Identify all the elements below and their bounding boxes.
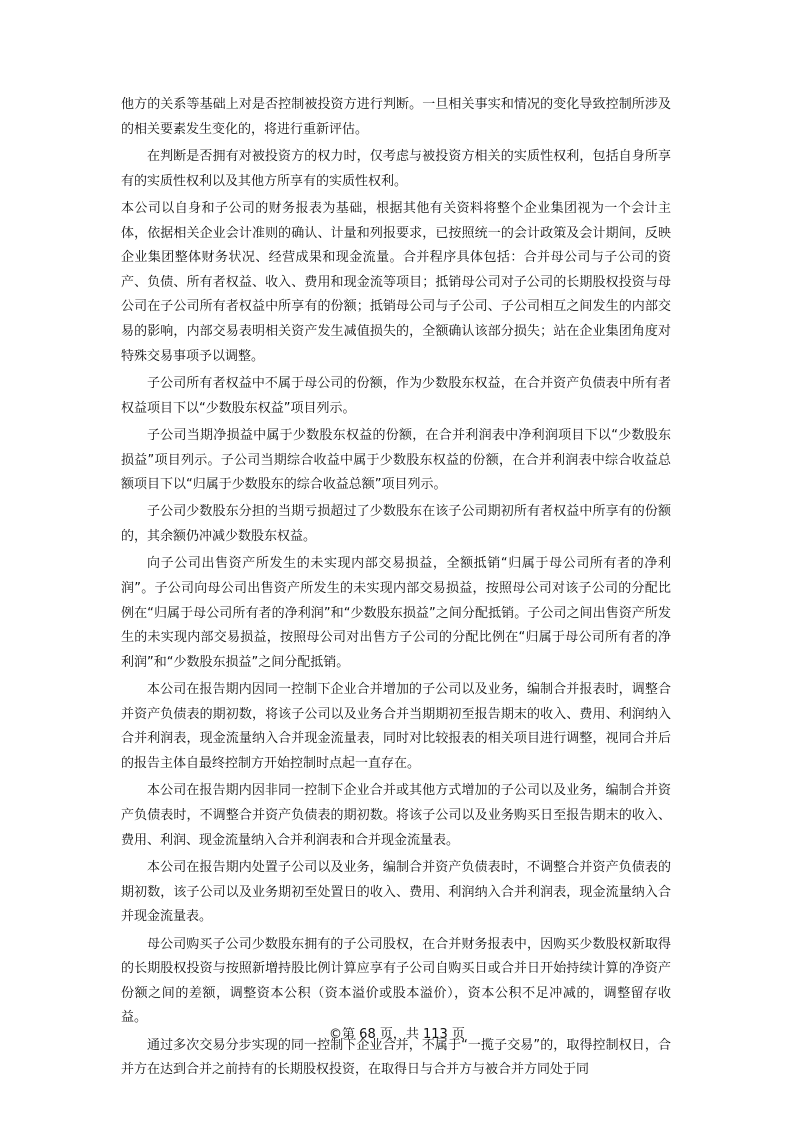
paragraph: 子公司所有者权益中不属于母公司的份额，作为少数股东权益，在合并资产负债表中所有者权益项目下以“少数股东权益”项目列示。: [121, 375, 671, 416]
paragraph: 本公司在报告期内因非同一控制下企业合并或其他方式增加的子公司以及业务，编制合并资产负债表时，不调整合并资产负债表的期初数。将该子公司以及业务购买日至报告期末的收入、费用、利润、现金流量纳入合并利润表和合并现金流量表。: [121, 783, 671, 848]
paragraph: 子公司当期净损益中属于少数股东权益的份额，在合并利润表中净利润项目下以“少数股东损益”项目列示。子公司当期综合收益中属于少数股东权益的份额，在合并利润表中综合收益总额项目下以“归属于少数股东的综合收益总额”项目列示。: [121, 427, 671, 493]
paragraph: 母公司购买子公司少数股东拥有的子公司股权，在合并财务报表中，因购买少数股权新取得的长期股权投资与按照新增持股比例计算应享有子公司自购买日或合并日开始持续计算的净资产份额之间的差额，调整资本公积（资本溢价或股本溢价），资本公积不足冲减的，调整留存收益。: [121, 936, 671, 1026]
paragraph: 本公司在报告期内处置子公司以及业务，编制合并资产负债表时，不调整合并资产负债表的期初数，该子公司以及业务期初至处置日的收入、费用、利润纳入合并利润表，现金流量纳入合并现金流量表。: [121, 859, 671, 925]
paragraph: 在判断是否拥有对被投资方的权力时，仅考虑与被投资方相关的实质性权利，包括自身所享有的实质性权利以及其他方所享有的实质性权利。: [121, 148, 671, 189]
paragraph: 本公司在报告期内因同一控制下企业合并增加的子公司以及业务，编制合并报表时，调整合并资产负债表的期初数，将该子公司以及业务合并当期期初至报告期末的收入、费用、利润纳入合并利润表，现金流量纳入合并现金流量表，同时对比较报表的相关项目进行调整，视同合并后的报告主体自最终控制方开始控制时点起一直存在。: [121, 682, 671, 772]
page-footer: ©第 68 页，共 113 页: [329, 1027, 465, 1042]
paragraph: 子公司少数股东分担的当期亏损超过了少数股东在该子公司期初所有者权益中所享有的份额的，其余额仍冲减少数股东权益。: [121, 504, 671, 545]
document-body: [121, 93, 671, 1086]
paragraph: 本公司以自身和子公司的财务报表为基础，根据其他有关资料将整个企业集团视为一个会计主体，依据相关企业会计准则的确认、计量和列报要求，已按照统一的会计政策及会计期间，反映企业集团整体财务状况、经营成果和现金流量。合并程序具体包括：合并母公司与子公司的资产、负债、所有者权益、收入、费用和现金流等项目；抵销母公司对子公司的长期股权投资与母公司在子公司所有者权益中所享有的份额；抵销母公司与子公司、子公司相互之间发生的内部交易的影响，内部交易表明相关资产发生减值损失的，全额确认该部分损失；站在企业集团角度对特殊交易事项予以调整。: [121, 200, 671, 364]
paragraph: 他方的关系等基础上对是否控制被投资方进行判断。一旦相关事实和情况的变化导致控制所涉及的相关要素发生变化的，将进行重新评估。: [121, 97, 671, 137]
paragraph: 通过多次交易分步实现的同一控制下企业合并，不属于“一揽子交易”的，取得控制权日，合并方在达到合并之前持有的长期股权投资，在取得日与合并方与被合并方同处于同: [121, 1037, 671, 1078]
paragraph: 向子公司出售资产所发生的未实现内部交易损益，全额抵销“归属于母公司所有者的净利润”。子公司向母公司出售资产所发生的未实现内部交易损益，按照母公司对该子公司的分配比例在“归属于母公司所有者的净利润”和“少数股东损益”之间分配抵销。子公司之间出售资产所发生的未实现内部交易损益，按照母公司对出售方子公司的分配比例在“归属于母公司所有者的净利润”和“少数股东损益”之间分配抵销。: [121, 556, 671, 670]
